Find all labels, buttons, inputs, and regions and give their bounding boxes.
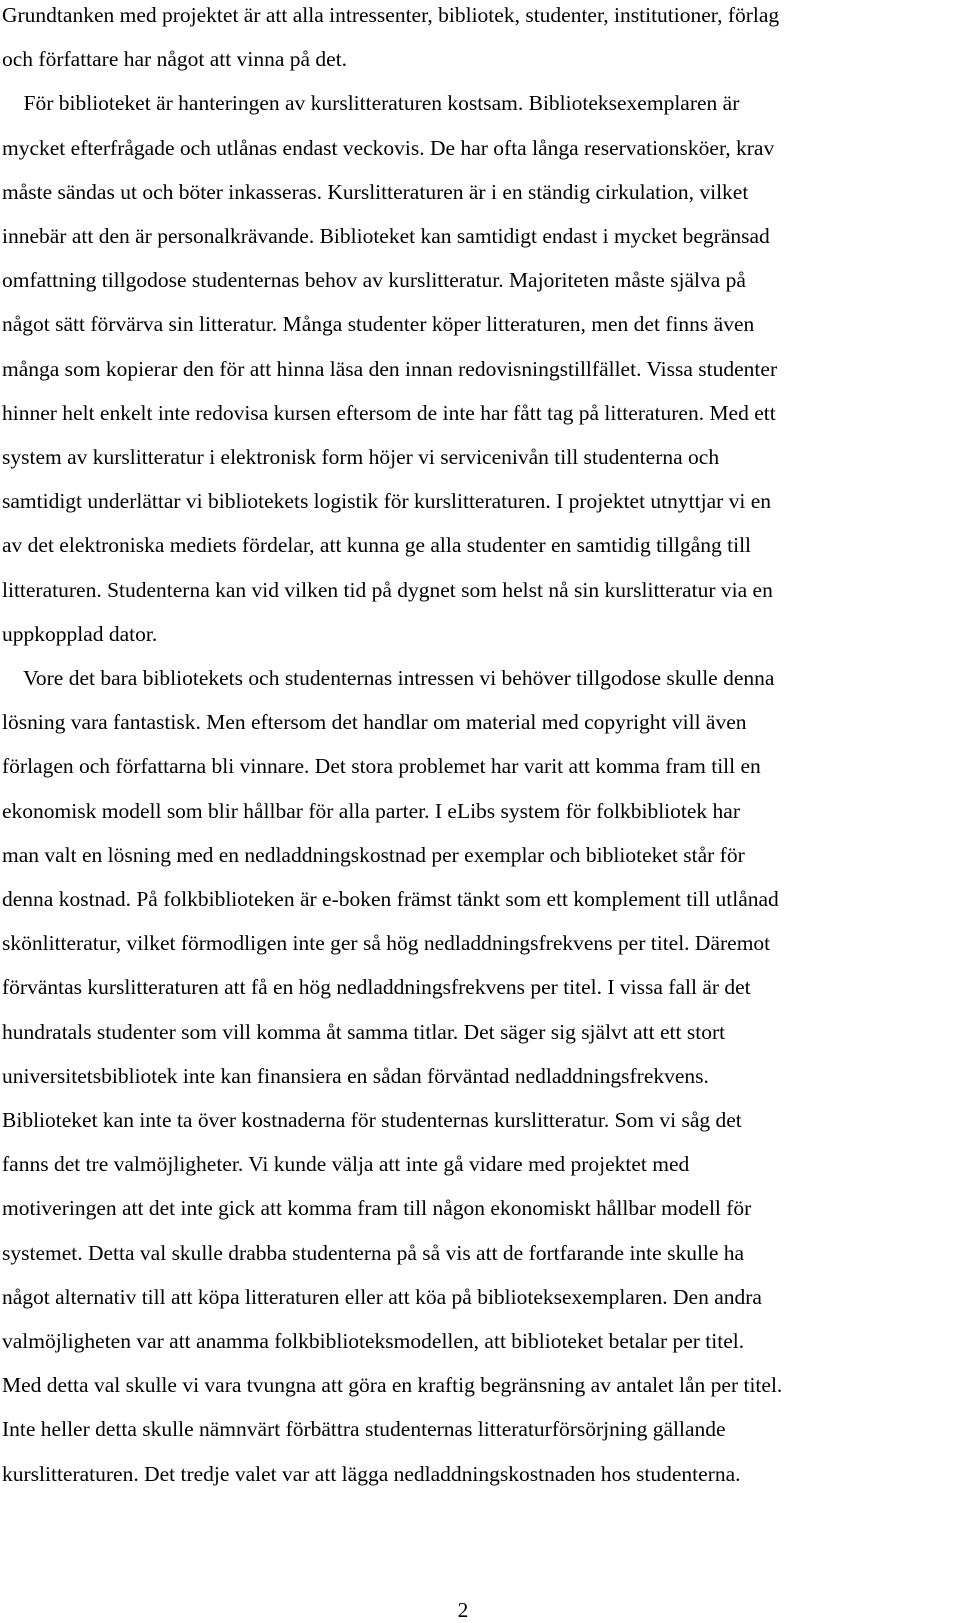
text-line: valmöjligheten var att anamma folkbiblioteksmodellen, att biblioteket betalar per titel. bbox=[2, 1329, 745, 1353]
text-line: denna kostnad. På folkbiblioteken är e-boken främst tänkt som ett komplement till utlånad bbox=[2, 887, 779, 911]
text-line: hinner helt enkelt inte redovisa kursen eftersom de inte har fått tag på litteraturen. Med ett bbox=[2, 400, 776, 425]
text-line: många som kopierar den för att hinna läsa den innan redovisningstillfället. Vissa studenter bbox=[2, 356, 778, 381]
text-line: universitetsbibliotek inte kan finansiera en sådan förväntad nedladdningsfrekvens. bbox=[2, 1063, 709, 1088]
text-line: hundratals studenter som vill komma åt samma titlar. Det säger sig självt att ett stort bbox=[2, 1019, 726, 1044]
text-line: något alternativ till att köpa litteraturen eller att köa på biblioteksexemplaren. Den andra bbox=[2, 1284, 762, 1309]
text-line: något sätt förvärva sin litteratur. Många studenter köper litteraturen, men det finns även bbox=[2, 312, 755, 337]
text-line: och författare har något att vinna på det. bbox=[2, 47, 348, 72]
text-line: samtidigt underlättar vi bibliotekets logistik för kurslitteraturen. I projektet utnyttjar vi en bbox=[2, 489, 772, 514]
text-line: Biblioteket kan inte ta över kostnaderna för studenternas kurslitteratur. Som vi såg det bbox=[2, 1108, 742, 1132]
page-number: 2 bbox=[457, 1598, 469, 1622]
text-line: innebär att den är personalkrävande. Biblioteket kan samtidigt endast i mycket begränsad bbox=[2, 224, 770, 248]
text-line: förlagen och författarna bli vinnare. Det stora problemet har varit att komma fram till en bbox=[2, 754, 761, 779]
text-line: man valt en lösning med en nedladdningskostnad per exemplar och biblioteket står för bbox=[2, 842, 745, 867]
text-line: kurslitteraturen. Det tredje valet var att lägga nedladdningskostnaden hos studenterna. bbox=[2, 1461, 741, 1486]
text-line: Grundtanken med projektet är att alla intressenter, bibliotek, studenter, institutioner, förlag bbox=[2, 3, 780, 27]
text-line: uppkopplad dator. bbox=[2, 621, 158, 646]
text-line: fanns det tre valmöjligheter. Vi kunde välja att inte gå vidare med projektet med bbox=[2, 1152, 690, 1177]
text-line: motiveringen att det inte gick att komma fram till någon ekonomiskt hållbar modell för bbox=[2, 1196, 752, 1221]
text-line: förväntas kurslitteraturen att få en hög nedladdningsfrekvens per titel. I vissa fall är det bbox=[2, 975, 751, 1000]
text-line: omfattning tillgodose studenternas behov av kurslitteratur. Majoriteten måste själva på bbox=[2, 268, 746, 293]
text-line: av det elektroniska mediets fördelar, att kunna ge alla studenter en samtidig tillgång till bbox=[2, 533, 752, 558]
text-line: lösning vara fantastisk. Men eftersom det handlar om material med copyright vill även bbox=[2, 710, 747, 735]
text-line: system av kurslitteratur i elektronisk form höjer vi servicenivån till studenterna och bbox=[2, 445, 720, 469]
text-line: Inte heller detta skulle nämnvärt förbättra studenternas litteraturförsörjning gällande bbox=[2, 1417, 726, 1442]
text-line: mycket efterfrågade och utlånas endast veckovis. De har ofta långa reservationsköer, krav bbox=[2, 135, 775, 160]
text-line: Med detta val skulle vi vara tvungna att göra en kraftig begränsning av antalet lån per titel. bbox=[2, 1373, 783, 1398]
text-line: skönlitteratur, vilket förmodligen inte ger så hög nedladdningsfrekvens per titel. Däremot bbox=[2, 931, 771, 956]
text-line: litteraturen. Studenterna kan vid vilken tid på dygnet som helst nå sin kurslitteratur via en bbox=[2, 577, 773, 602]
text-line: För biblioteket är hanteringen av kurslitteraturen kostsam. Biblioteksexemplaren är bbox=[2, 91, 740, 116]
text-line: Vore det bara bibliotekets och studenternas intressen vi behöver tillgodose skulle denna bbox=[2, 666, 775, 690]
text-line: ekonomisk modell som blir hållbar för alla parter. I eLibs system för folkbibliotek har bbox=[2, 798, 740, 823]
text-line: systemet. Detta val skulle drabba studenterna på så vis att de fortfarande inte skulle ha bbox=[2, 1240, 745, 1265]
text-line: måste sändas ut och böter inkasseras. Kurslitteraturen är i en ständig cirkulation, vilket bbox=[2, 179, 749, 204]
